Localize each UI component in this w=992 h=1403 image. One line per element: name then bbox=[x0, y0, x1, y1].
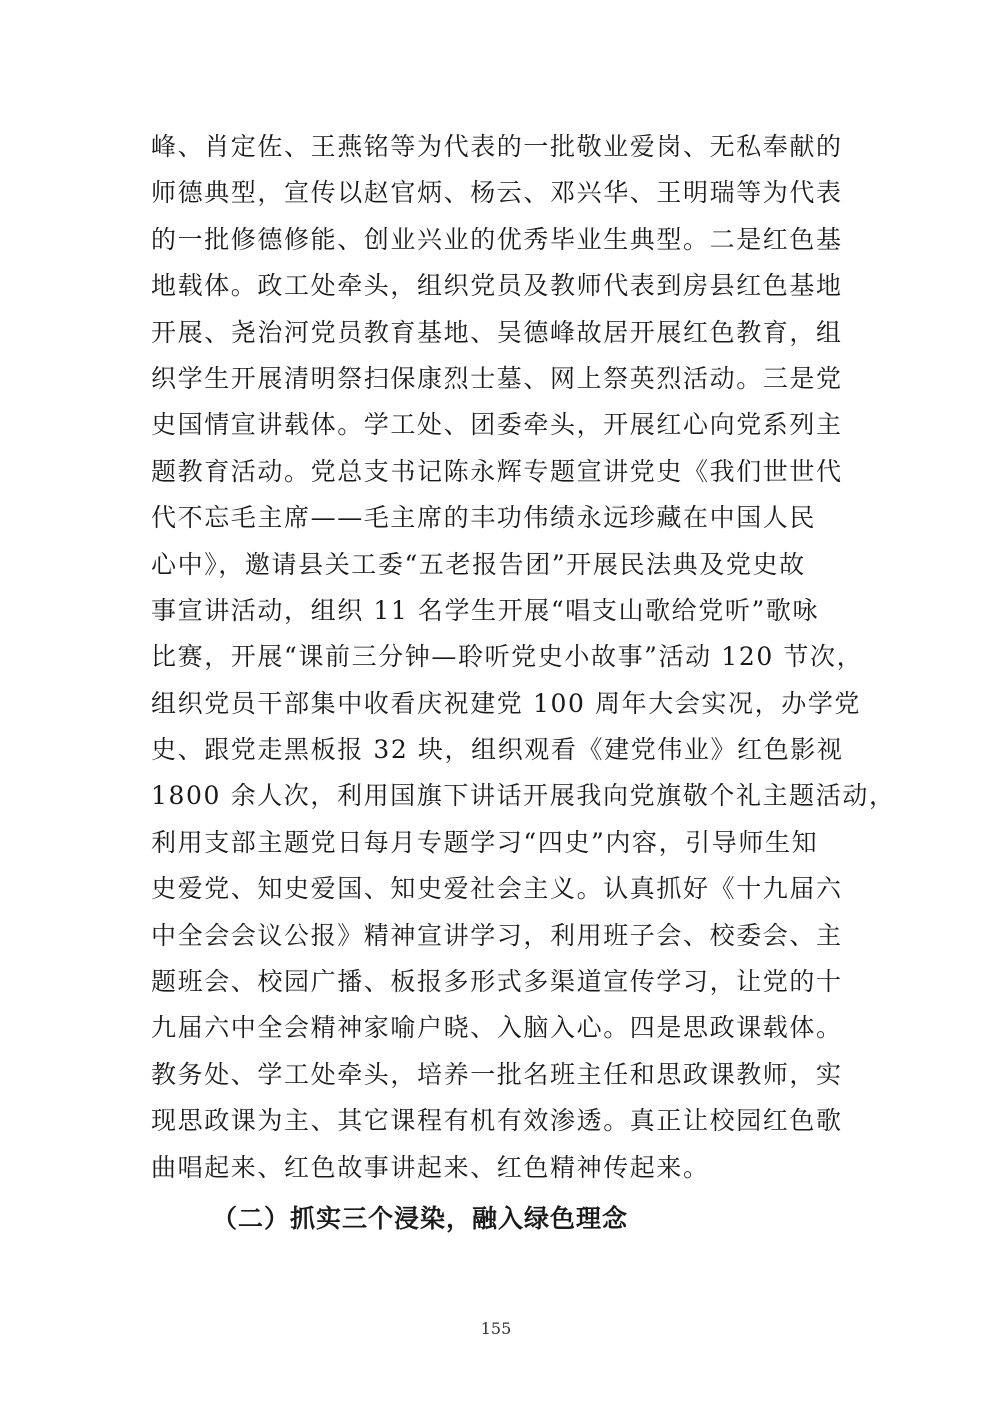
text-line: 史、跟党走黑板报 32 块，组织观看《建党伟业》红色影视 bbox=[151, 735, 844, 765]
text-line: 师德典型，宣传以赵官炳、杨云、邓兴华、王明瑞等为代表 bbox=[151, 178, 843, 208]
text-line: 事宣讲活动，组织 11 名学生开展“唱支山歌给党听”歌咏 bbox=[151, 595, 820, 625]
text-line: 峰、肖定佐、王燕铭等为代表的一批敬业爱岗、无私奉献的 bbox=[151, 132, 843, 161]
section-heading: （二）抓实三个浸染，融入绿色理念 bbox=[212, 1204, 629, 1233]
text-line: 心中》，邀请县关工委“五老报告团”开展民法典及党史故 bbox=[151, 549, 806, 579]
text-line: 曲唱起来、红色故事讲起来、红色精神传起来。 bbox=[151, 1152, 710, 1182]
text-line: 地载体。政工处牵头，组织党员及教师代表到房县红色基地 bbox=[151, 271, 843, 301]
text-line: 中全会会议公报》精神宣讲学习，利用班子会、校委会、主 bbox=[151, 920, 843, 950]
text-line: 组织党员干部集中收看庆祝建党 100 周年大会实况，办学党 bbox=[151, 688, 862, 718]
text-line: 史爱党、知史爱国、知史爱社会主义。认真抓好《十九届六 bbox=[151, 874, 843, 904]
text-line: 开展、尧治河党员教育基地、吴德峰故居开展红色教育，组 bbox=[151, 317, 843, 347]
text-line: 题教育活动。党总支书记陈永辉专题宣讲党史《我们世世代 bbox=[151, 456, 843, 486]
body-text bbox=[151, 124, 896, 1191]
page-number: 155 bbox=[480, 1319, 512, 1338]
text-line: 史国情宣讲载体。学工处、团委牵头，开展红心向党系列主 bbox=[151, 410, 843, 440]
text-line: 1800 余人次，利用国旗下讲话开展我向党旗敬个礼主题活动， bbox=[151, 781, 896, 811]
text-line: 九届六中全会精神家喻户晓、入脑入心。四是思政课载体。 bbox=[151, 1013, 843, 1043]
text-line: 比赛，开展“课前三分钟—聆听党史小故事”活动 120 节次， bbox=[151, 642, 864, 672]
text-line: 利用支部主题党日每月专题学习“四史”内容，引导师生知 bbox=[151, 827, 819, 857]
text-line: 现思政课为主、其它课程有机有效渗透。真正让校园红色歌 bbox=[151, 1106, 843, 1136]
text-line: 的一批修德修能、创业兴业的优秀毕业生典型。二是红色基 bbox=[151, 224, 843, 254]
text-line: 教务处、学工处牵头，培养一批名班主任和思政课教师，实 bbox=[151, 1059, 843, 1089]
text-line: 代不忘毛主席——毛主席的丰功伟绩永远珍藏在中国人民 bbox=[151, 503, 817, 533]
text-line: 题班会、校园广播、板报多形式多渠道宣传学习，让党的十 bbox=[151, 967, 843, 997]
text-line: 织学生开展清明祭扫保康烈士墓、网上祭英烈活动。三是党 bbox=[151, 363, 843, 393]
